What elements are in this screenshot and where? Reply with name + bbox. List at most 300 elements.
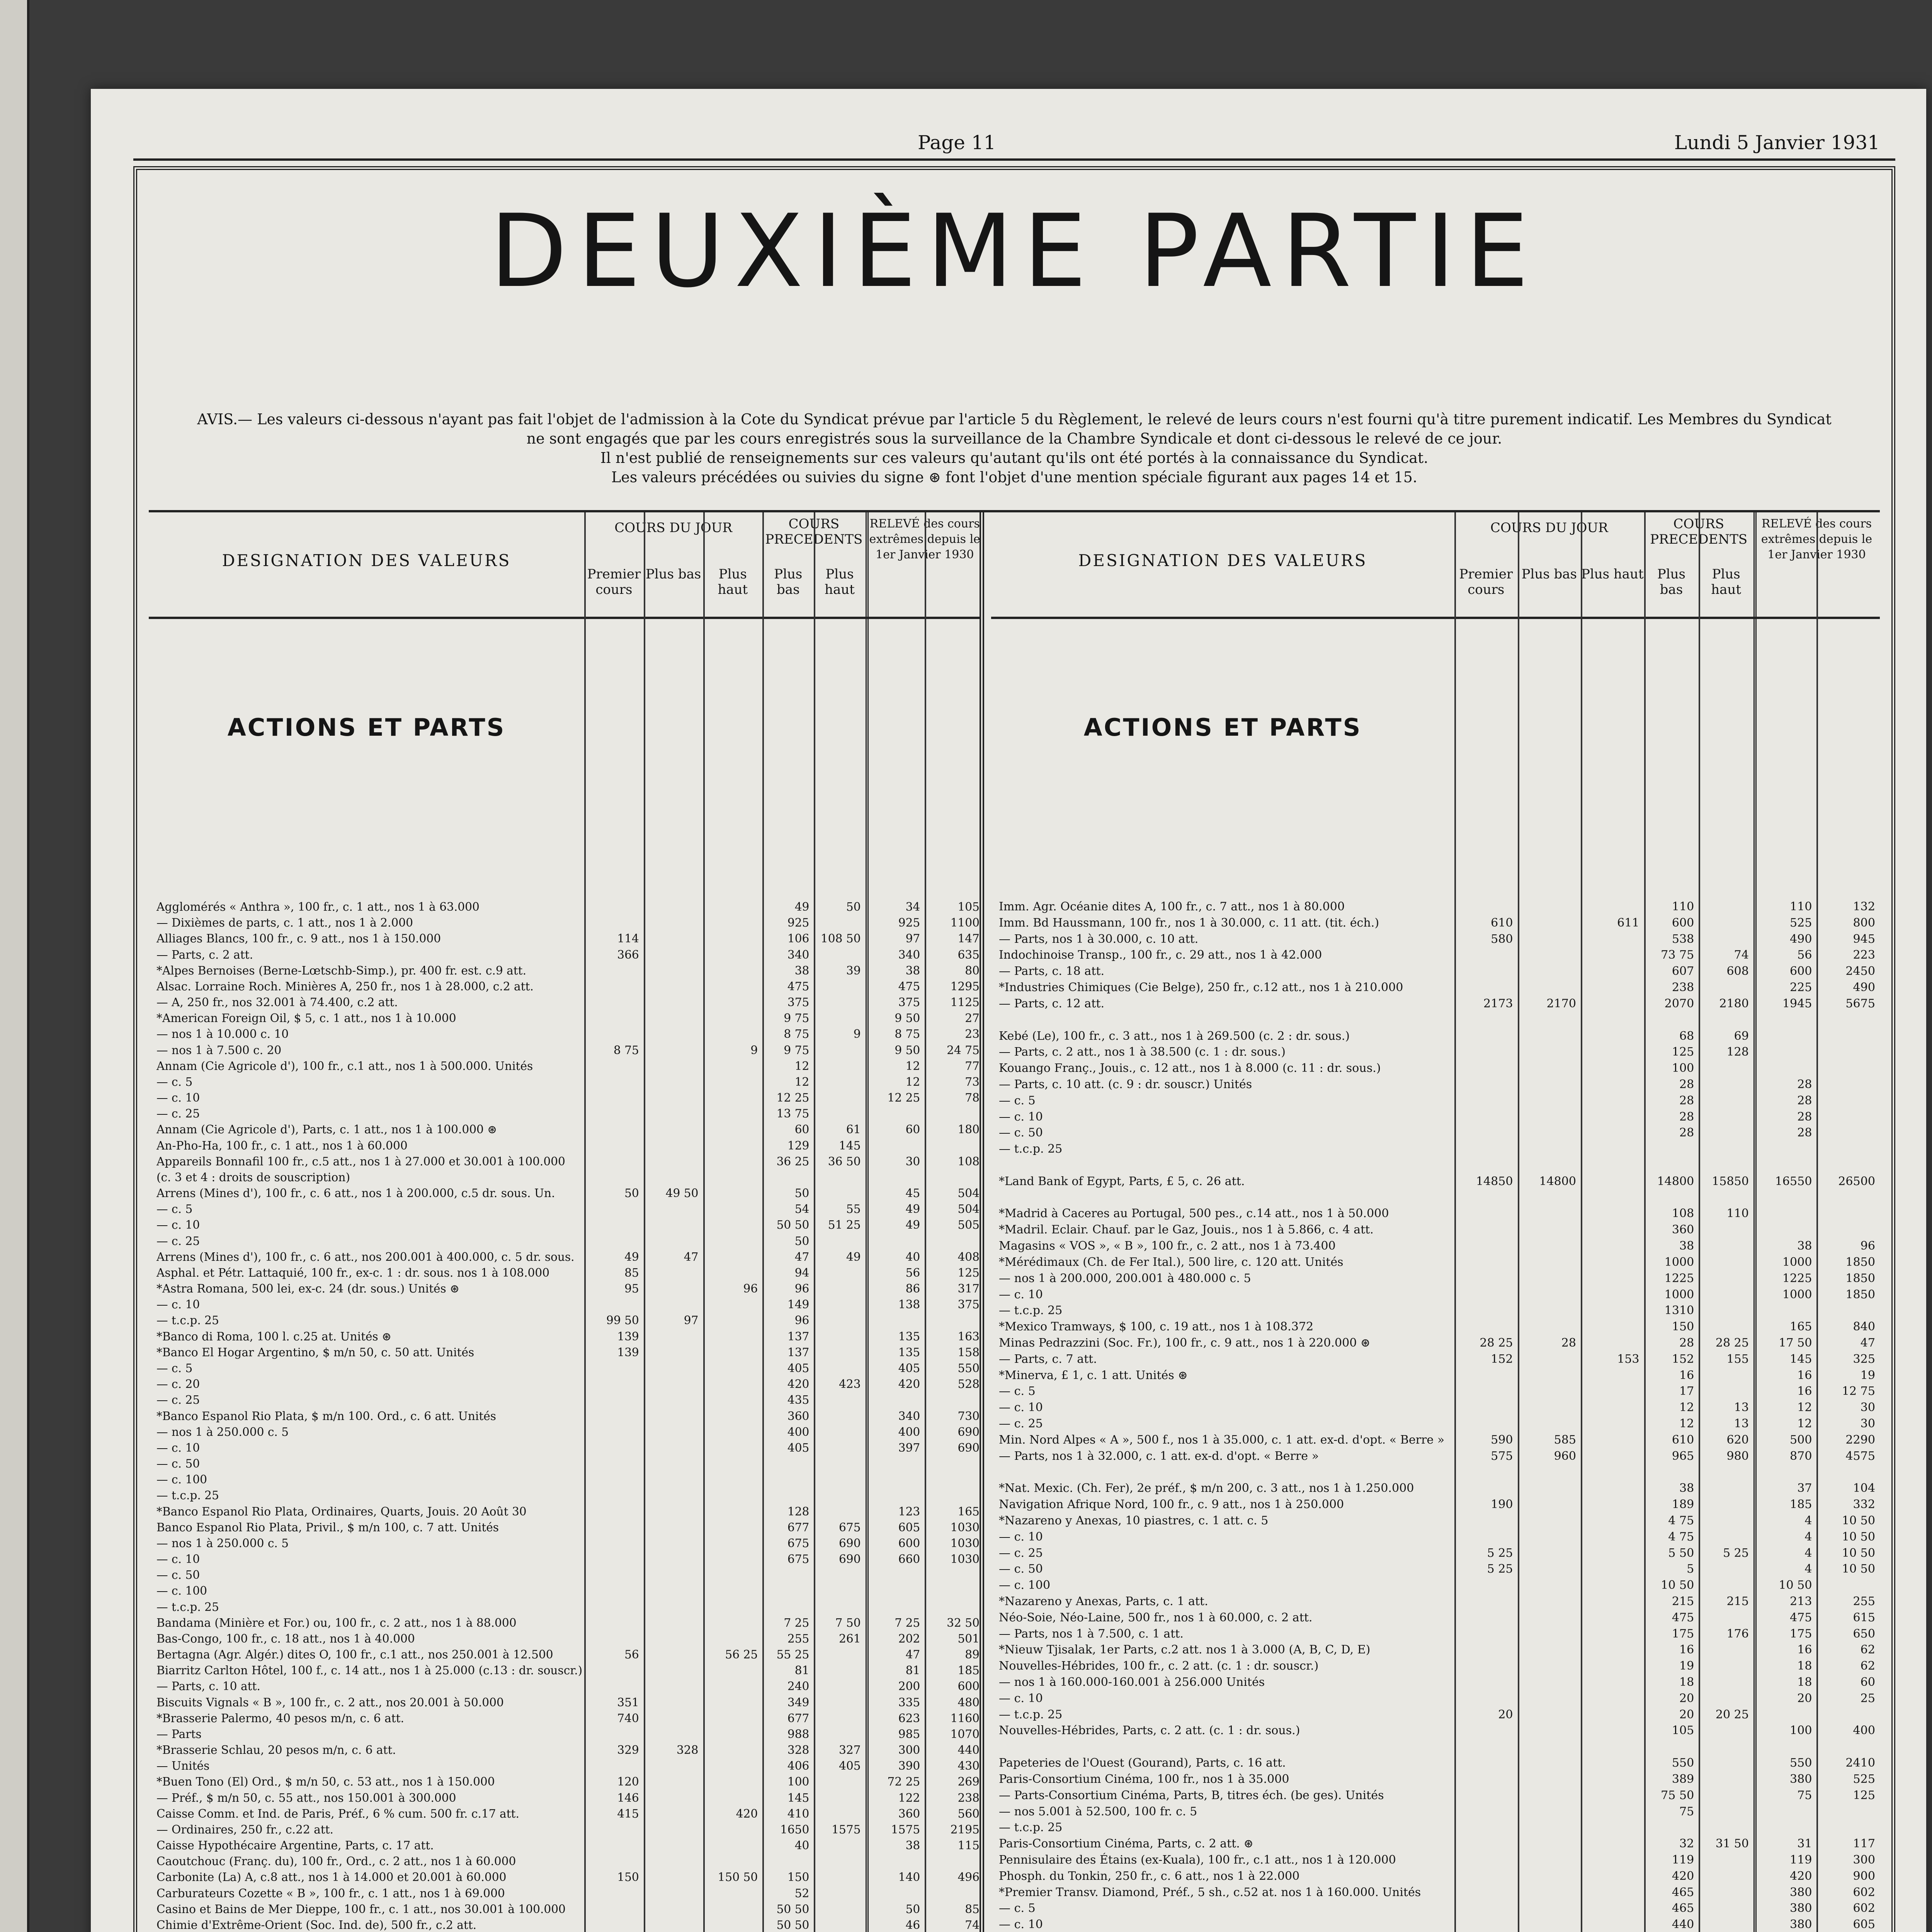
price-cell: 54 (794, 1202, 810, 1216)
price-cell: 340 (898, 947, 920, 961)
security-name: Papeteries de l'Ouest (Gourand), Parts, c. 16 att. (999, 1756, 1286, 1770)
security-name: — Unités (156, 1759, 210, 1773)
price-cell: 120 (617, 1775, 639, 1789)
price-cell: 149 (787, 1298, 810, 1311)
price-cell: 504 (957, 1186, 980, 1200)
price-cell: 15850 (1712, 1174, 1749, 1188)
price-cell: 30 (1860, 1417, 1875, 1430)
table-row (156, 1185, 980, 1201)
security-name: — Parts, c. 2 att., nos 1 à 38.500 (c. 1 : dr. sous.) (999, 1045, 1286, 1059)
table-row (999, 1432, 1876, 1448)
security-name: — Parts, c. 2 att. (156, 947, 253, 961)
table-row (999, 1545, 1876, 1561)
security-name: *Banco El Hogar Argentino, $ m/n 50, c. 50 att. Unités (156, 1345, 474, 1359)
price-cell: 123 (898, 1504, 920, 1518)
security-name: — c. 25 (156, 1393, 200, 1407)
price-cell: 375 (898, 995, 920, 1009)
price-cell: 380 (1790, 1901, 1812, 1915)
price-cell: 5 50 (1668, 1546, 1694, 1560)
table-row (999, 1028, 1876, 1044)
left-column-block (149, 512, 984, 1932)
security-name: Caoutchouc (Franç. du), 100 fr., Ord., c. 2 att., nos 1 à 60.000 (156, 1854, 516, 1868)
table-row (156, 1010, 980, 1026)
security-name: *Nazareno y Anexas, 10 piastres, c. 1 att. c. 5 (999, 1514, 1269, 1527)
security-name: — t.c.p. 25 (156, 1600, 219, 1614)
price-cell: 100 (787, 1775, 810, 1789)
price-cell: 20 (1797, 1691, 1812, 1705)
price-cell: 24 75 (947, 1043, 980, 1057)
designation-header: DESIGNATION DES VALEURS (222, 551, 511, 570)
table-row (156, 1471, 976, 1487)
price-cell: 50 (846, 900, 861, 913)
table-row (156, 1169, 976, 1185)
price-cell: 1850 (1845, 1255, 1875, 1269)
price-cell: 420 (898, 1377, 920, 1391)
table-row (999, 1771, 1876, 1787)
security-name: — c. 10 (156, 1440, 200, 1454)
table-row (999, 1804, 1876, 1820)
price-cell: 16 (1797, 1643, 1812, 1657)
table-row (156, 963, 980, 978)
price-cell: 26500 (1838, 1174, 1875, 1188)
quotes-table (149, 510, 1880, 1932)
price-cell: 96 (794, 1282, 810, 1296)
right-column-block (991, 512, 1880, 1932)
price-cell: 28 (1679, 1336, 1694, 1350)
security-name: — c. 100 (999, 1578, 1051, 1592)
price-cell: 5 25 (1487, 1546, 1513, 1560)
price-cell: 7 25 (895, 1616, 920, 1629)
security-name: *Brasserie Palermo, 40 pesos m/n, c. 6 att. (156, 1711, 404, 1725)
table-row (156, 1058, 980, 1074)
price-cell: 28 (1679, 1126, 1694, 1140)
price-cell: 560 (957, 1806, 980, 1820)
price-cell: 105 (957, 900, 980, 913)
price-cell: 152 (1672, 1352, 1694, 1366)
price-cell: 4 75 (1668, 1514, 1694, 1527)
security-name: — Préf., $ m/n 50, c. 55 att., nos 150.001 à 300.000 (156, 1791, 456, 1804)
table-row (999, 1739, 1876, 1755)
price-cell: 27 (965, 1011, 980, 1025)
price-cell: 68 (1679, 1029, 1694, 1043)
price-cell: 2070 (1664, 997, 1694, 1010)
price-cell: 72 25 (887, 1775, 920, 1789)
table-row (156, 1901, 980, 1917)
table-row (999, 1093, 1876, 1109)
price-cell: 325 (1853, 1352, 1875, 1366)
table-row (999, 1206, 1876, 1222)
price-cell: 56 (624, 1648, 639, 1662)
price-cell: 690 (957, 1440, 980, 1454)
table-row (156, 1678, 980, 1694)
price-cell: 215 (1726, 1594, 1749, 1608)
security-name: — nos 1 à 7.500 c. 20 (156, 1043, 282, 1057)
price-cell: 75 (1797, 1788, 1812, 1802)
price-cell: 490 (1853, 981, 1875, 995)
table-row (999, 980, 1876, 996)
price-cell: 4 (1804, 1546, 1812, 1560)
price-cell: 925 (787, 916, 810, 930)
price-cell: 74 (1734, 948, 1749, 962)
security-name: Magasins « VOS », « B », 100 fr., c. 2 att., nos 1 à 73.400 (999, 1239, 1336, 1253)
security-name: Paris-Consortium Cinéma, 100 fr., nos 1 à 35.000 (999, 1772, 1289, 1786)
security-name: Annam (Cie Agricole d'), 100 fr., c.1 att., nos 1 à 500.000. Unités (156, 1059, 533, 1073)
price-cell: 390 (898, 1759, 920, 1773)
price-cell: 55 25 (776, 1648, 810, 1662)
price-cell: 575 (1491, 1449, 1513, 1463)
price-cell: 585 (1554, 1433, 1577, 1447)
price-cell: 175 (1790, 1627, 1812, 1641)
security-name: *Madril. Eclair. Chauf. par le Gaz, Jouis., nos 1 à 5.866, c. 4 att. (999, 1223, 1374, 1237)
price-cell: 189 (1672, 1498, 1694, 1512)
price-cell: 60 (905, 1122, 920, 1136)
table-row (156, 1265, 980, 1281)
plus-haut-header: Plus haut (1581, 566, 1644, 582)
security-name: *Nazareno y Anexas, Parts, c. 1 att. (999, 1594, 1208, 1608)
price-cell: 5675 (1845, 997, 1875, 1010)
price-cell: 406 (787, 1759, 810, 1773)
price-cell: 1225 (1664, 1271, 1694, 1285)
price-cell: 52 (794, 1886, 810, 1900)
quote-rows (999, 899, 1876, 1932)
table-row (999, 1868, 1876, 1884)
price-cell: 965 (1672, 1449, 1694, 1463)
price-cell: 75 (1679, 1804, 1694, 1818)
table-row (156, 1249, 980, 1265)
price-cell: 94 (794, 1265, 810, 1279)
price-cell: 73 75 (1661, 948, 1694, 962)
price-cell: 9 (853, 1027, 861, 1041)
column-header-row (991, 512, 1880, 619)
table-row (999, 1383, 1876, 1400)
price-cell: 238 (1672, 981, 1694, 995)
price-cell: 255 (787, 1631, 810, 1645)
security-name: *Land Bank of Egypt, Parts, £ 5, c. 26 att. (999, 1174, 1245, 1188)
table-row (999, 1109, 1876, 1125)
table-row (999, 1222, 1876, 1238)
price-cell: 140 (898, 1870, 920, 1884)
cours-precedents-header: COURS PRECEDENTS (1650, 516, 1748, 547)
table-row (999, 1480, 1876, 1497)
price-cell: 610 (1491, 916, 1513, 930)
price-cell: 49 50 (665, 1186, 699, 1200)
security-name: Carbonite (La) A, c.8 att., nos 1 à 14.000 et 20.001 à 60.000 (156, 1870, 507, 1884)
price-cell: 17 50 (1779, 1336, 1812, 1350)
price-cell: 85 (624, 1265, 639, 1279)
price-cell: 635 (957, 947, 980, 961)
price-cell: 80 (965, 963, 980, 977)
price-cell: 550 (957, 1361, 980, 1375)
section-title: ACTIONS ET PARTS (227, 713, 506, 742)
price-cell: 47 (794, 1250, 810, 1264)
document-page (91, 89, 1926, 1932)
price-cell: 496 (957, 1870, 980, 1884)
price-cell: 608 (1726, 964, 1749, 978)
price-cell: 180 (957, 1122, 980, 1136)
price-cell: 73 (965, 1075, 980, 1088)
table-row (156, 1138, 976, 1153)
security-name: (c. 3 et 4 : droits de souscription) (156, 1170, 350, 1184)
table-row (999, 1238, 1876, 1254)
price-cell: 16 (1679, 1368, 1694, 1382)
table-row (156, 1790, 980, 1806)
security-name: — nos 1 à 160.000-160.001 à 256.000 Unités (999, 1675, 1265, 1689)
price-cell: 17 (1679, 1384, 1694, 1398)
price-cell: 329 (617, 1743, 639, 1757)
security-name: *Premier Transv. Diamond, Préf., 5 sh., c.52 at. nos 1 à 160.000. Unités (999, 1885, 1421, 1899)
price-cell: 12 25 (887, 1091, 920, 1105)
price-cell: 16550 (1775, 1174, 1812, 1188)
price-cell: 85 (965, 1902, 980, 1916)
table-row (156, 1774, 980, 1789)
security-name: — Parts, c. 10 att. (156, 1679, 260, 1693)
table-row (156, 1742, 980, 1758)
price-cell: 397 (898, 1440, 920, 1454)
security-name: Navigation Afrique Nord, 100 fr., c. 9 att., nos 1 à 250.000 (999, 1498, 1344, 1512)
price-cell: 8 75 (895, 1027, 920, 1041)
price-cell: 600 (957, 1679, 980, 1693)
table-row (999, 1723, 1876, 1739)
price-cell: 18 (1797, 1675, 1812, 1689)
price-cell: 677 (787, 1711, 810, 1725)
security-name: — Parts, c. 12 att. (999, 997, 1105, 1010)
price-cell: 223 (1853, 948, 1875, 962)
table-row (999, 1335, 1876, 1351)
price-cell: 28 (1797, 1110, 1812, 1124)
security-name: — Parts-Consortium Cinéma, Parts, B, titres éch. (be ges). Unités (999, 1788, 1384, 1802)
security-name: — c. 5 (156, 1361, 193, 1375)
price-cell: 28 (1797, 1094, 1812, 1107)
price-cell: 47 (905, 1648, 920, 1662)
security-name: — c. 10 (999, 1110, 1043, 1124)
security-name: *Alpes Bernoises (Berne-Lœtschb-Simp.), pr. 400 fr. est. c.9 att. (156, 963, 527, 977)
price-cell: 28 25 (1480, 1336, 1513, 1350)
price-cell: 56 25 (725, 1648, 758, 1662)
price-cell: 30 (1860, 1401, 1875, 1415)
table-row (999, 1852, 1876, 1868)
price-cell: 8 75 (613, 1043, 639, 1057)
price-cell: 375 (957, 1298, 980, 1311)
price-cell: 12 (1797, 1401, 1812, 1415)
security-name: Bertagna (Agr. Algér.) dites O, 100 fr., c.1 att., nos 250.001 à 12.500 (156, 1648, 553, 1662)
security-name: — t.c.p. 25 (999, 1821, 1063, 1835)
price-cell: 690 (839, 1552, 861, 1566)
price-cell: 14850 (1476, 1174, 1513, 1188)
price-cell: 12 (794, 1075, 810, 1088)
price-cell: 12 (905, 1059, 920, 1073)
price-cell: 870 (1790, 1449, 1812, 1463)
price-cell: 9 50 (895, 1043, 920, 1057)
security-name: An-Pho-Ha, 100 fr., c. 1 att., nos 1 à 60.000 (156, 1138, 408, 1152)
price-cell: 238 (957, 1791, 980, 1804)
price-cell: 611 (1617, 916, 1639, 930)
price-cell: 349 (787, 1695, 810, 1709)
table-row (156, 1503, 980, 1519)
security-name: Nouvelles-Hébrides, 100 fr., c. 2 att. (c. 1 : dr. souscr.) (999, 1659, 1319, 1673)
security-name: — t.c.p. 25 (156, 1488, 219, 1502)
security-name: — c. 5 (156, 1075, 193, 1088)
price-cell: 60 (1860, 1675, 1875, 1689)
table-row (999, 1416, 1876, 1432)
price-cell: 340 (898, 1409, 920, 1423)
table-row (999, 1577, 1876, 1594)
price-cell: 122 (898, 1791, 920, 1804)
table-row (156, 1694, 980, 1710)
table-row (156, 1599, 976, 1615)
premier-cours-header: Premier cours (587, 566, 641, 597)
security-name: — c. 10 (999, 1401, 1043, 1415)
table-row (156, 994, 980, 1010)
security-name: Caisse Hypothécaire Argentine, Parts, c. 17 att. (156, 1838, 434, 1852)
price-cell: 1225 (1782, 1271, 1812, 1285)
price-cell: 150 (787, 1870, 810, 1884)
table-row (156, 1519, 980, 1535)
price-cell: 328 (676, 1743, 699, 1757)
price-cell: 550 (1672, 1756, 1694, 1770)
price-cell: 78 (965, 1091, 980, 1105)
price-cell: 1000 (1782, 1255, 1812, 1269)
table-row (156, 1456, 976, 1471)
price-cell: 400 (787, 1425, 810, 1439)
table-row (156, 1121, 980, 1137)
security-name: — Parts, c. 10 att. (c. 9 : dr. souscr.) Unités (999, 1077, 1252, 1091)
price-cell: 269 (957, 1775, 980, 1789)
table-row (156, 1726, 980, 1742)
price-cell: 600 (1790, 964, 1812, 978)
price-cell: 389 (1672, 1772, 1694, 1786)
price-cell: 132 (1853, 900, 1875, 913)
table-row (156, 1440, 980, 1456)
table-row (156, 1631, 980, 1646)
security-name: — Parts, nos 1 à 30.000, c. 10 att. (999, 932, 1199, 946)
price-cell: 100 (1790, 1724, 1812, 1738)
price-cell: 13 75 (776, 1107, 810, 1121)
security-name: Agglomérés « Anthra », 100 fr., c. 1 att., nos 1 à 63.000 (156, 900, 480, 913)
table-row (156, 1662, 980, 1678)
price-cell: 20 (1679, 1691, 1694, 1705)
price-cell: 213 (1790, 1594, 1812, 1608)
price-cell: 125 (1672, 1045, 1694, 1059)
security-name: — A, 250 fr., nos 32.001 à 74.400, c.2 att. (156, 995, 398, 1009)
price-cell: 81 (905, 1663, 920, 1677)
table-row (999, 1658, 1876, 1674)
price-cell: 675 (787, 1536, 810, 1550)
table-row (999, 947, 1876, 963)
security-name: Alliages Blancs, 100 fr., c. 9 att., nos 1 à 150.000 (156, 932, 441, 946)
security-name: — Parts, c. 18 att. (999, 964, 1105, 978)
notice-line: AVIS.— Les valeurs ci-dessous n'ayant pas fait l'objet de l'admission à la Cote du Syndicat prévue par l'article 5 du Règlement, le relevé de leurs cours n'est fourni qu'à titre purement indicatif. Les Membres du Syndicat (197, 411, 1832, 428)
security-name: Biarritz Carlton Hôtel, 100 f., c. 14 att., nos 1 à 25.000 (c.13 : dr. souscr.) (156, 1663, 583, 1677)
price-cell: 104 (1853, 1481, 1875, 1495)
security-name: — Parts (156, 1727, 202, 1741)
table-row (156, 1201, 980, 1217)
security-name: Caisse Comm. et Ind. de Paris, Préf., 6 % cum. 500 fr. c.17 att. (156, 1806, 519, 1820)
price-cell: 420 (1790, 1869, 1812, 1883)
security-name: Banco Espanol Rio Plata, Privil., $ m/n 100, c. 7 att. Unités (156, 1520, 499, 1534)
table-row (156, 1296, 980, 1312)
price-cell: 105 (1672, 1724, 1694, 1738)
price-cell: 420 (1672, 1869, 1694, 1883)
price-cell: 75 50 (1661, 1788, 1694, 1802)
premier-cours-header: Premier cours (1459, 566, 1513, 597)
security-name: Arrens (Mines d'), 100 fr., c. 6 att., nos 1 à 200.000, c.5 dr. sous. Un. (156, 1186, 555, 1200)
price-cell: 475 (1790, 1611, 1812, 1624)
price-cell: 2450 (1845, 964, 1875, 978)
table-row (999, 1141, 1876, 1157)
price-cell: 1000 (1782, 1287, 1812, 1301)
table-row (999, 1497, 1876, 1513)
security-name: Casino et Bains de Mer Dieppe, 100 fr., c. 1 att., nos 30.001 à 100.000 (156, 1902, 566, 1916)
table-row (999, 1060, 1876, 1077)
price-cell: 465 (1672, 1885, 1694, 1899)
price-cell: 7 50 (835, 1616, 861, 1629)
price-cell: 5 25 (1723, 1546, 1749, 1560)
price-cell: 2173 (1483, 997, 1513, 1010)
price-cell: 400 (1853, 1724, 1875, 1738)
security-name: — c. 10 (156, 1298, 200, 1311)
table-row (999, 1012, 1876, 1028)
price-cell: 500 (1790, 1433, 1812, 1447)
table-row (999, 1755, 1876, 1771)
price-cell: 410 (787, 1806, 810, 1820)
notice-line: Les valeurs précédées ou suivies du signe ⊛ font l'objet d'une mention spéciale figurant aux pages 14 et 15. (611, 469, 1417, 486)
security-name: — c. 10 (156, 1218, 200, 1232)
price-cell: 49 (794, 900, 810, 913)
table-row (156, 1806, 980, 1821)
releve-header: RELEVÉ des cours extrêmes depuis le 1er Janvier 1930 (869, 517, 980, 561)
price-cell: 20 25 (1715, 1708, 1749, 1721)
price-cell: 51 25 (828, 1218, 861, 1232)
price-cell: 46 (905, 1918, 920, 1932)
price-cell: 19 (1860, 1368, 1875, 1382)
table-row (156, 1615, 980, 1631)
security-name: *American Foreign Oil, $ 5, c. 1 att., nos 1 à 10.000 (156, 1011, 456, 1025)
price-cell: 99 50 (606, 1313, 639, 1327)
price-cell: 56 (905, 1265, 920, 1279)
price-cell: 32 50 (947, 1616, 980, 1629)
price-cell: 580 (1491, 932, 1513, 946)
price-cell: 408 (957, 1250, 980, 1264)
price-cell: 47 (1860, 1336, 1875, 1350)
price-cell: 150 (1672, 1320, 1694, 1334)
price-cell: 9 (750, 1043, 758, 1057)
table-row (999, 1173, 1876, 1190)
price-cell: 4 75 (1668, 1530, 1694, 1544)
security-name: *Buen Tono (El) Ord., $ m/n 50, c. 53 att., nos 1 à 150.000 (156, 1775, 495, 1789)
table-row (999, 1610, 1876, 1626)
security-name: Phosph. du Tonkin, 250 fr., c. 6 att., nos 1 à 22.000 (999, 1869, 1300, 1883)
table-row (999, 1270, 1876, 1287)
security-name: — Parts, nos 1 à 32.000, c. 1 att. ex-d. d'opt. « Berre » (999, 1449, 1319, 1463)
table-row (999, 1707, 1876, 1723)
security-name: Kebé (Le), 100 fr., c. 3 att., nos 1 à 269.500 (c. 2 : dr. sous.) (999, 1029, 1350, 1043)
price-cell: 10 50 (1779, 1578, 1812, 1592)
price-cell: 38 (1679, 1239, 1694, 1253)
table-row (156, 1869, 980, 1885)
price-cell: 38 (1797, 1239, 1812, 1253)
price-cell: 360 (787, 1409, 810, 1423)
prec-bas-header: Plus bas (774, 566, 803, 597)
price-cell: 55 (846, 1202, 861, 1216)
price-cell: 25 (1860, 1691, 1875, 1705)
price-cell: 1650 (780, 1822, 810, 1836)
table-row (156, 1360, 980, 1376)
price-cell: 1030 (950, 1552, 980, 1566)
security-name: — nos 5.001 à 52.500, 100 fr. c. 5 (999, 1804, 1197, 1818)
security-name: Pennisulaire des Étains (ex-Kuala), 100 fr., c.1 att., nos 1 à 120.000 (999, 1853, 1396, 1867)
price-cell: 150 (617, 1870, 639, 1884)
price-cell: 1575 (891, 1822, 920, 1836)
